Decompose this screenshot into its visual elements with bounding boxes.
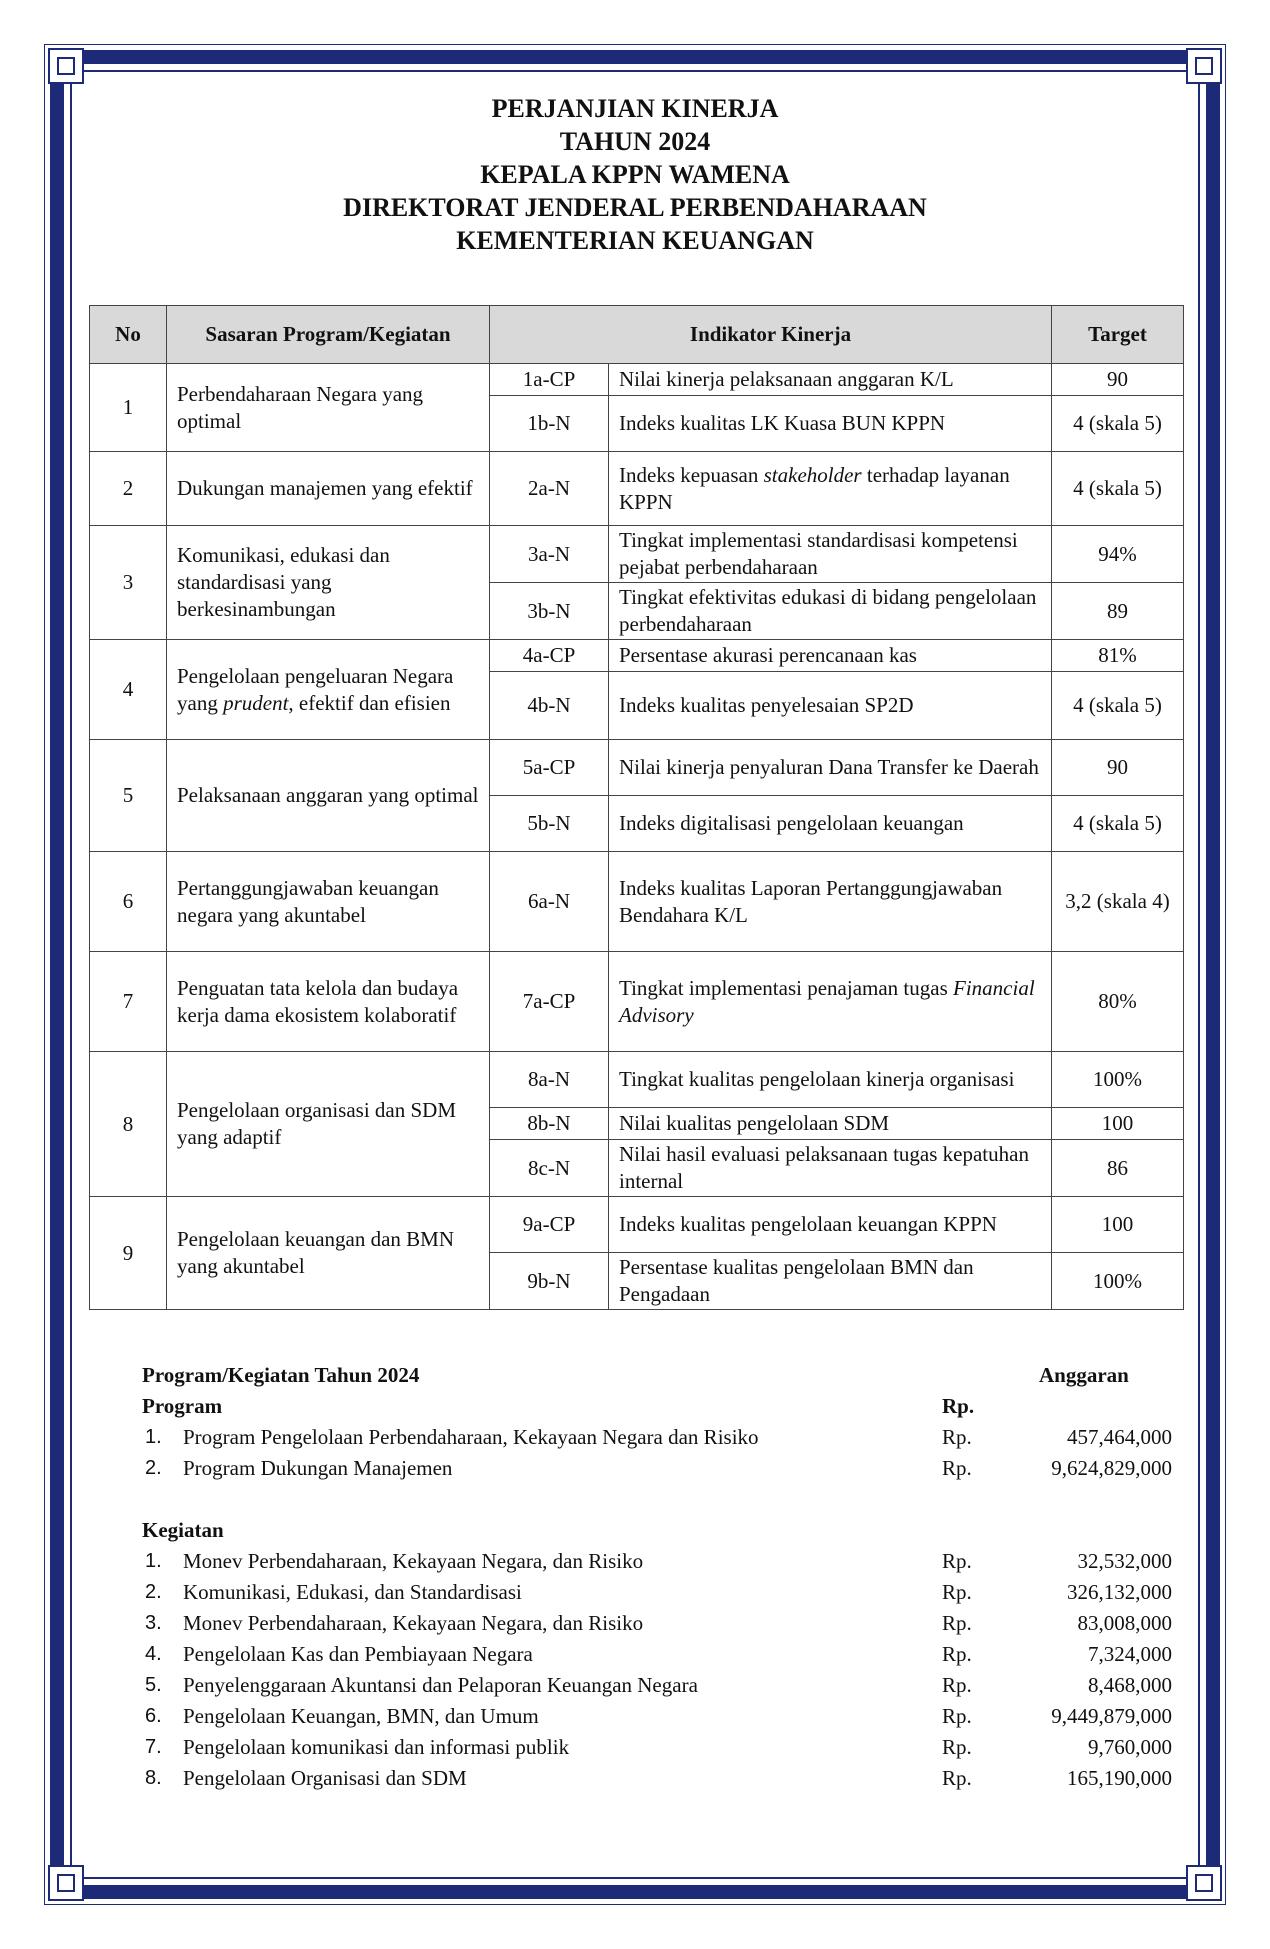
indicator-text: Indeks kualitas penyelesaian SP2D	[609, 672, 1052, 740]
currency-label: Rp.	[942, 1735, 972, 1759]
indicator-code: 8b-N	[490, 1108, 609, 1140]
sasaran-cell: Perbendaharaan Negara yang optimal	[167, 364, 490, 452]
title-line: DIREKTORAT JENDERAL PERBENDAHARAAN	[343, 193, 927, 222]
table-row	[90, 526, 1184, 583]
item-number: 8.	[145, 1767, 162, 1789]
performance-agreement-table	[89, 305, 1184, 1310]
indicator-text: Indeks kualitas LK Kuasa BUN KPPN	[609, 396, 1052, 452]
item-number: 7.	[145, 1736, 162, 1758]
item-name: Program Pengelolaan Perbendaharaan, Kekayaan Negara dan Risiko	[183, 1425, 759, 1449]
target-value: 4 (skala 5)	[1052, 672, 1184, 740]
indicator-text: Indeks kualitas pengelolaan keuangan KPPN	[609, 1197, 1052, 1253]
row-number: 4	[90, 640, 167, 740]
item-amount: 7,324,000	[1088, 1642, 1172, 1666]
corner-ornament-top-right	[1186, 48, 1222, 84]
corner-ornament-bottom-right	[1186, 1865, 1222, 1901]
table-body	[90, 364, 1184, 1310]
item-name: Komunikasi, Edukasi, dan Standardisasi	[183, 1580, 522, 1604]
indicator-text: Persentase akurasi perencanaan kas	[609, 640, 1052, 672]
header-no: No	[90, 306, 167, 364]
currency-label: Rp.	[942, 1704, 972, 1728]
indicator-code: 7a-CP	[490, 952, 609, 1052]
indicator-text: Nilai kinerja pelaksanaan anggaran K/L	[609, 364, 1052, 396]
currency-label: Rp.	[942, 1766, 972, 1790]
item-number: 1.	[145, 1550, 162, 1572]
header-sasaran: Sasaran Program/Kegiatan	[167, 306, 490, 364]
item-number: 4.	[145, 1643, 162, 1665]
target-value: 4 (skala 5)	[1052, 396, 1184, 452]
indicator-text: Tingkat implementasi penajaman tugas Financial Advisory	[609, 952, 1052, 1052]
table-row	[90, 1197, 1184, 1253]
item-amount: 165,190,000	[1067, 1766, 1172, 1790]
program-label-row	[142, 1391, 1172, 1422]
row-number: 2	[90, 452, 167, 526]
indicator-text: Nilai kinerja penyaluran Dana Transfer ke Daerah	[609, 740, 1052, 796]
row-number: 6	[90, 852, 167, 952]
item-name: Program Dukungan Manajemen	[183, 1456, 453, 1480]
indicator-code: 9b-N	[490, 1253, 609, 1310]
currency-label: Rp.	[942, 1425, 972, 1449]
row-number: 3	[90, 526, 167, 640]
row-number: 5	[90, 740, 167, 852]
item-amount: 457,464,000	[1067, 1425, 1172, 1449]
indicator-code: 9a-CP	[490, 1197, 609, 1253]
sasaran-cell: Pengelolaan organisasi dan SDM yang adaptif	[167, 1052, 490, 1197]
spacer	[142, 1484, 1172, 1515]
budget-section	[142, 1360, 1172, 1794]
program-list	[142, 1422, 1172, 1484]
indicator-code: 3a-N	[490, 526, 609, 583]
item-amount: 8,468,000	[1088, 1673, 1172, 1697]
indicator-text: Nilai hasil evaluasi pelaksanaan tugas kepatuhan internal	[609, 1140, 1052, 1197]
kegiatan-row	[142, 1732, 1172, 1763]
table-row	[90, 952, 1184, 1052]
indicator-code: 2a-N	[490, 452, 609, 526]
row-number: 8	[90, 1052, 167, 1197]
indicator-text: Tingkat implementasi standardisasi kompetensi pejabat perbendaharaan	[609, 526, 1052, 583]
item-amount: 9,760,000	[1088, 1735, 1172, 1759]
indicator-text: Persentase kualitas pengelolaan BMN dan Pengadaan	[609, 1253, 1052, 1310]
target-value: 3,2 (skala 4)	[1052, 852, 1184, 952]
currency-label: Rp.	[942, 1673, 972, 1697]
row-number: 9	[90, 1197, 167, 1310]
sasaran-cell: Penguatan tata kelola dan budaya kerja dama ekosistem kolaboratif	[167, 952, 490, 1052]
target-value: 100%	[1052, 1052, 1184, 1108]
target-value: 86	[1052, 1140, 1184, 1197]
rp-label: Rp.	[942, 1394, 975, 1418]
target-value: 100	[1052, 1108, 1184, 1140]
currency-label: Rp.	[942, 1549, 972, 1573]
table-row	[90, 1052, 1184, 1108]
indicator-text: Tingkat efektivitas edukasi di bidang pengelolaan perbendaharaan	[609, 583, 1052, 640]
header-target: Target	[1052, 306, 1184, 364]
indicator-code: 8a-N	[490, 1052, 609, 1108]
item-name: Monev Perbendaharaan, Kekayaan Negara, dan Risiko	[183, 1611, 644, 1635]
document-title	[0, 92, 1270, 257]
program-row	[142, 1453, 1172, 1484]
item-number: 2.	[145, 1581, 162, 1603]
indicator-code: 1b-N	[490, 396, 609, 452]
program-row	[142, 1422, 1172, 1453]
kegiatan-row	[142, 1763, 1172, 1794]
anggaran-label: Anggaran	[1039, 1363, 1129, 1387]
budget-heading-row	[142, 1360, 1172, 1391]
target-value: 81%	[1052, 640, 1184, 672]
item-amount: 326,132,000	[1067, 1580, 1172, 1604]
table-row	[90, 852, 1184, 952]
sasaran-cell: Dukungan manajemen yang efektif	[167, 452, 490, 526]
indicator-text: Tingkat kualitas pengelolaan kinerja organisasi	[609, 1052, 1052, 1108]
indicator-code: 3b-N	[490, 583, 609, 640]
program-label: Program	[142, 1394, 223, 1418]
kegiatan-row	[142, 1670, 1172, 1701]
sasaran-cell: Pengelolaan pengeluaran Negara yang prudent, efektif dan efisien	[167, 640, 490, 740]
item-name: Pengelolaan Organisasi dan SDM	[183, 1766, 467, 1790]
kegiatan-list	[142, 1546, 1172, 1794]
indicator-code: 4b-N	[490, 672, 609, 740]
kegiatan-row	[142, 1546, 1172, 1577]
kegiatan-row	[142, 1701, 1172, 1732]
sasaran-cell: Pelaksanaan anggaran yang optimal	[167, 740, 490, 852]
indicator-text: Nilai kualitas pengelolaan SDM	[609, 1108, 1052, 1140]
item-name: Pengelolaan Kas dan Pembiayaan Negara	[183, 1642, 533, 1666]
indicator-code: 6a-N	[490, 852, 609, 952]
indicator-text: Indeks kepuasan stakeholder terhadap layanan KPPN	[609, 452, 1052, 526]
sasaran-cell: Pertanggungjawaban keuangan negara yang akuntabel	[167, 852, 490, 952]
target-value: 90	[1052, 364, 1184, 396]
currency-label: Rp.	[942, 1456, 972, 1480]
target-value: 4 (skala 5)	[1052, 796, 1184, 852]
target-value: 80%	[1052, 952, 1184, 1052]
indicator-code: 1a-CP	[490, 364, 609, 396]
item-name: Penyelenggaraan Akuntansi dan Pelaporan Keuangan Negara	[183, 1673, 698, 1697]
title-line: TAHUN 2024	[559, 127, 711, 156]
title-line: KEPALA KPPN WAMENA	[480, 160, 790, 189]
item-amount: 9,624,829,000	[1051, 1456, 1172, 1480]
corner-ornament-bottom-left	[48, 1865, 84, 1901]
indicator-text: Indeks digitalisasi pengelolaan keuangan	[609, 796, 1052, 852]
target-value: 100%	[1052, 1253, 1184, 1310]
item-name: Monev Perbendaharaan, Kekayaan Negara, dan Risiko	[183, 1549, 644, 1573]
indicator-text: Indeks kualitas Laporan Pertanggungjawaban Bendahara K/L	[609, 852, 1052, 952]
indicator-code: 5b-N	[490, 796, 609, 852]
item-number: 6.	[145, 1705, 162, 1727]
target-value: 90	[1052, 740, 1184, 796]
kegiatan-label: Kegiatan	[142, 1518, 224, 1542]
target-value: 89	[1052, 583, 1184, 640]
currency-label: Rp.	[942, 1642, 972, 1666]
item-name: Pengelolaan Keuangan, BMN, dan Umum	[183, 1704, 539, 1728]
target-value: 100	[1052, 1197, 1184, 1253]
target-value: 4 (skala 5)	[1052, 452, 1184, 526]
indicator-code: 5a-CP	[490, 740, 609, 796]
item-number: 1.	[145, 1426, 162, 1448]
table-row	[90, 452, 1184, 526]
indicator-code: 4a-CP	[490, 640, 609, 672]
header-indikator: Indikator Kinerja	[490, 306, 1052, 364]
table-row	[90, 740, 1184, 796]
item-number: 5.	[145, 1674, 162, 1696]
indicator-code: 8c-N	[490, 1140, 609, 1197]
kegiatan-row	[142, 1577, 1172, 1608]
table-row	[90, 640, 1184, 672]
item-amount: 83,008,000	[1077, 1611, 1172, 1635]
row-number: 1	[90, 364, 167, 452]
target-value: 94%	[1052, 526, 1184, 583]
kegiatan-row	[142, 1639, 1172, 1670]
currency-label: Rp.	[942, 1580, 972, 1604]
title-line: PERJANJIAN KINERJA	[491, 94, 779, 123]
kegiatan-label-row	[142, 1515, 1172, 1546]
item-amount: 32,532,000	[1077, 1549, 1172, 1573]
item-number: 3.	[145, 1612, 162, 1634]
kegiatan-row	[142, 1608, 1172, 1639]
item-name: Pengelolaan komunikasi dan informasi publik	[183, 1735, 570, 1759]
currency-label: Rp.	[942, 1611, 972, 1635]
budget-heading: Program/Kegiatan Tahun 2024	[142, 1363, 420, 1387]
corner-ornament-top-left	[48, 48, 84, 84]
table-row	[90, 364, 1184, 396]
title-line: KEMENTERIAN KEUANGAN	[456, 226, 814, 255]
table-header-row	[90, 306, 1184, 364]
sasaran-cell: Komunikasi, edukasi dan standardisasi yang berkesinambungan	[167, 526, 490, 640]
item-number: 2.	[145, 1457, 162, 1479]
item-amount: 9,449,879,000	[1051, 1704, 1172, 1728]
row-number: 7	[90, 952, 167, 1052]
sasaran-cell: Pengelolaan keuangan dan BMN yang akuntabel	[167, 1197, 490, 1310]
